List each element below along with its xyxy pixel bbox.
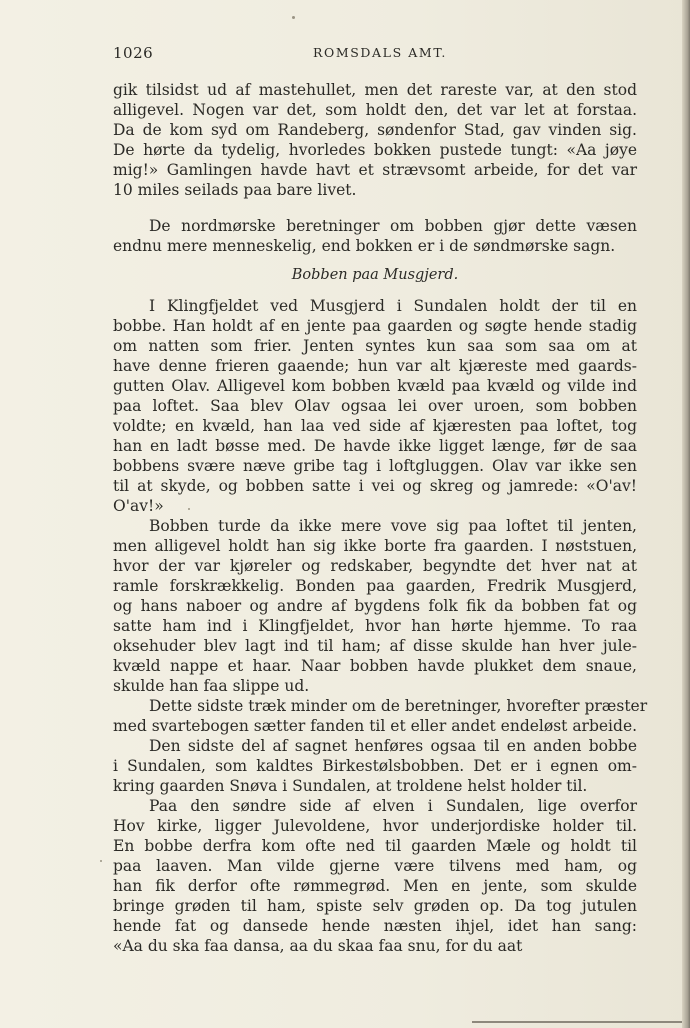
text-line: «Aa du ska faa dansa, aa du skaa faa snu, for du aat [113,937,523,955]
text-line: gik tilsidst ud af mastehullet, men det rareste var, at den stod [113,81,637,99]
text-line: O'av!» [113,497,164,515]
text-line: De hørte da tydelig, hvorledes bokken pustede tungt: «Aa jøye [113,141,637,159]
text-line: han en ladt bøsse med. De havde ikke ligget længe, før de saa [113,437,637,455]
text-line: hende fat og dansede hende næsten ihjel, idet han sang: [113,917,637,935]
section-heading: Bobben paa Musgjerd. [291,267,459,283]
text-line: paa loftet. Saa blev Olav ogsaa lei over uroen, som bobben [113,397,637,415]
text-line: Bobben turde da ikke mere vove sig paa loftet til jenten, [149,517,637,535]
paragraph [113,80,637,200]
text-line: voldte; en kvæld, han laa ved side af kjæresten paa loftet, tog [113,417,637,435]
paragraph [113,296,637,516]
text-line: om natten som frier. Jenten syntes kun saa som saa om at [113,337,637,355]
text-line: bringe grøden til ham, spiste selv grøden op. Da tog jutulen [113,897,637,915]
text-line: I Klingfjeldet ved Musgjerd i Sundalen holdt der til en [149,297,637,315]
paper-speck [188,508,190,510]
paragraph-gap [113,200,637,216]
text-line: Paa den søndre side af elven i Sundalen, lige overfor [149,797,637,815]
paragraph [113,796,637,956]
text-line: oksehuder blev lagt ind til ham; af disse skulde han hver jule- [113,637,637,655]
text-line: Den sidste del af sagnet henføres ogsaa til en anden bobbe [149,737,637,755]
paragraph [113,696,648,736]
text-line: i Sundalen, som kaldtes Birkestølsbobben. Det er i egnen om- [113,757,637,775]
page-edge [682,0,690,1028]
text-line: bobbe. Han holdt af en jente paa gaarden og søgte hende stadig [113,317,637,335]
text-line: med svartebogen sætter fanden til et eller andet endeløst arbeide. [113,717,638,735]
page-number: 1026 [113,44,154,62]
text-line: bobbens svære næve gribe tag i loftgluggen. Olav var ikke sen [113,457,637,475]
paper-speck [292,16,295,19]
text-line: have denne frieren gaaende; hun var alt kjæreste med gaards- [113,357,637,375]
text-line: 10 miles seilads paa bare livet. [113,181,357,199]
text-line: mig!» Gamlingen havde havt et strævsomt arbeide, for det var [113,161,637,179]
text-line: satte ham ind i Klingfjeldet, hvor han hørte hjemme. To raa [113,617,637,635]
page-header [113,44,637,64]
page-body [113,80,648,956]
text-line: til at skyde, og bobben satte i vei og skreg og jamrede: «O'av! [113,477,637,495]
text-line: Hov kirke, ligger Julevoldene, hvor underjordiske holder til. [113,817,637,835]
paragraph [113,216,637,256]
text-line: paa laaven. Man vilde gjerne være tilvens med ham, og [113,857,637,875]
text-line: gutten Olav. Alligevel kom bobben kvæld paa kvæld og vilde ind [113,377,637,395]
text-line: ramle forskrækkelig. Bonden paa gaarden, Fredrik Musgjerd, [113,577,637,595]
text-line: men alligevel holdt han sig ikke borte fra gaarden. I nøststuen, [113,537,637,555]
paper-speck [100,860,102,862]
running-head: ROMSDALS AMT. [313,45,448,60]
text-line: Da de kom syd om Randeberg, søndenfor Stad, gav vinden sig. [113,121,637,139]
text-line: kring gaarden Snøva i Sundalen, at troldene helst holder til. [113,777,588,795]
text-line: hvor der var kjøreler og redskaber, begyndte det hver nat at [113,557,637,575]
paragraph [113,736,637,796]
text-line: alligevel. Nogen var det, som holdt den, det var let at forstaa. [113,101,637,119]
paragraph [113,516,637,696]
text-line: Dette sidste træk minder om de beretninger, hvorefter præster [149,697,648,715]
text-line: kvæld nappe et haar. Naar bobben havde plukket dem snaue, [113,657,637,675]
text-line: En bobbe derfra kom ofte ned til gaarden Mæle og holdt til [113,837,637,855]
text-line: endnu mere menneskelig, end bokken er i de søndmørske sagn. [113,237,616,255]
bottom-edge-shadow [472,1021,682,1023]
text-line: De nordmørske beretninger om bobben gjør dette væsen [149,217,637,235]
text-line: og hans naboer og andre af bygdens folk fik da bobben fat og [113,597,637,615]
text-line: skulde han faa slippe ud. [113,677,310,695]
text-line: han fik derfor ofte rømmegrød. Men en jente, som skulde [113,877,637,895]
